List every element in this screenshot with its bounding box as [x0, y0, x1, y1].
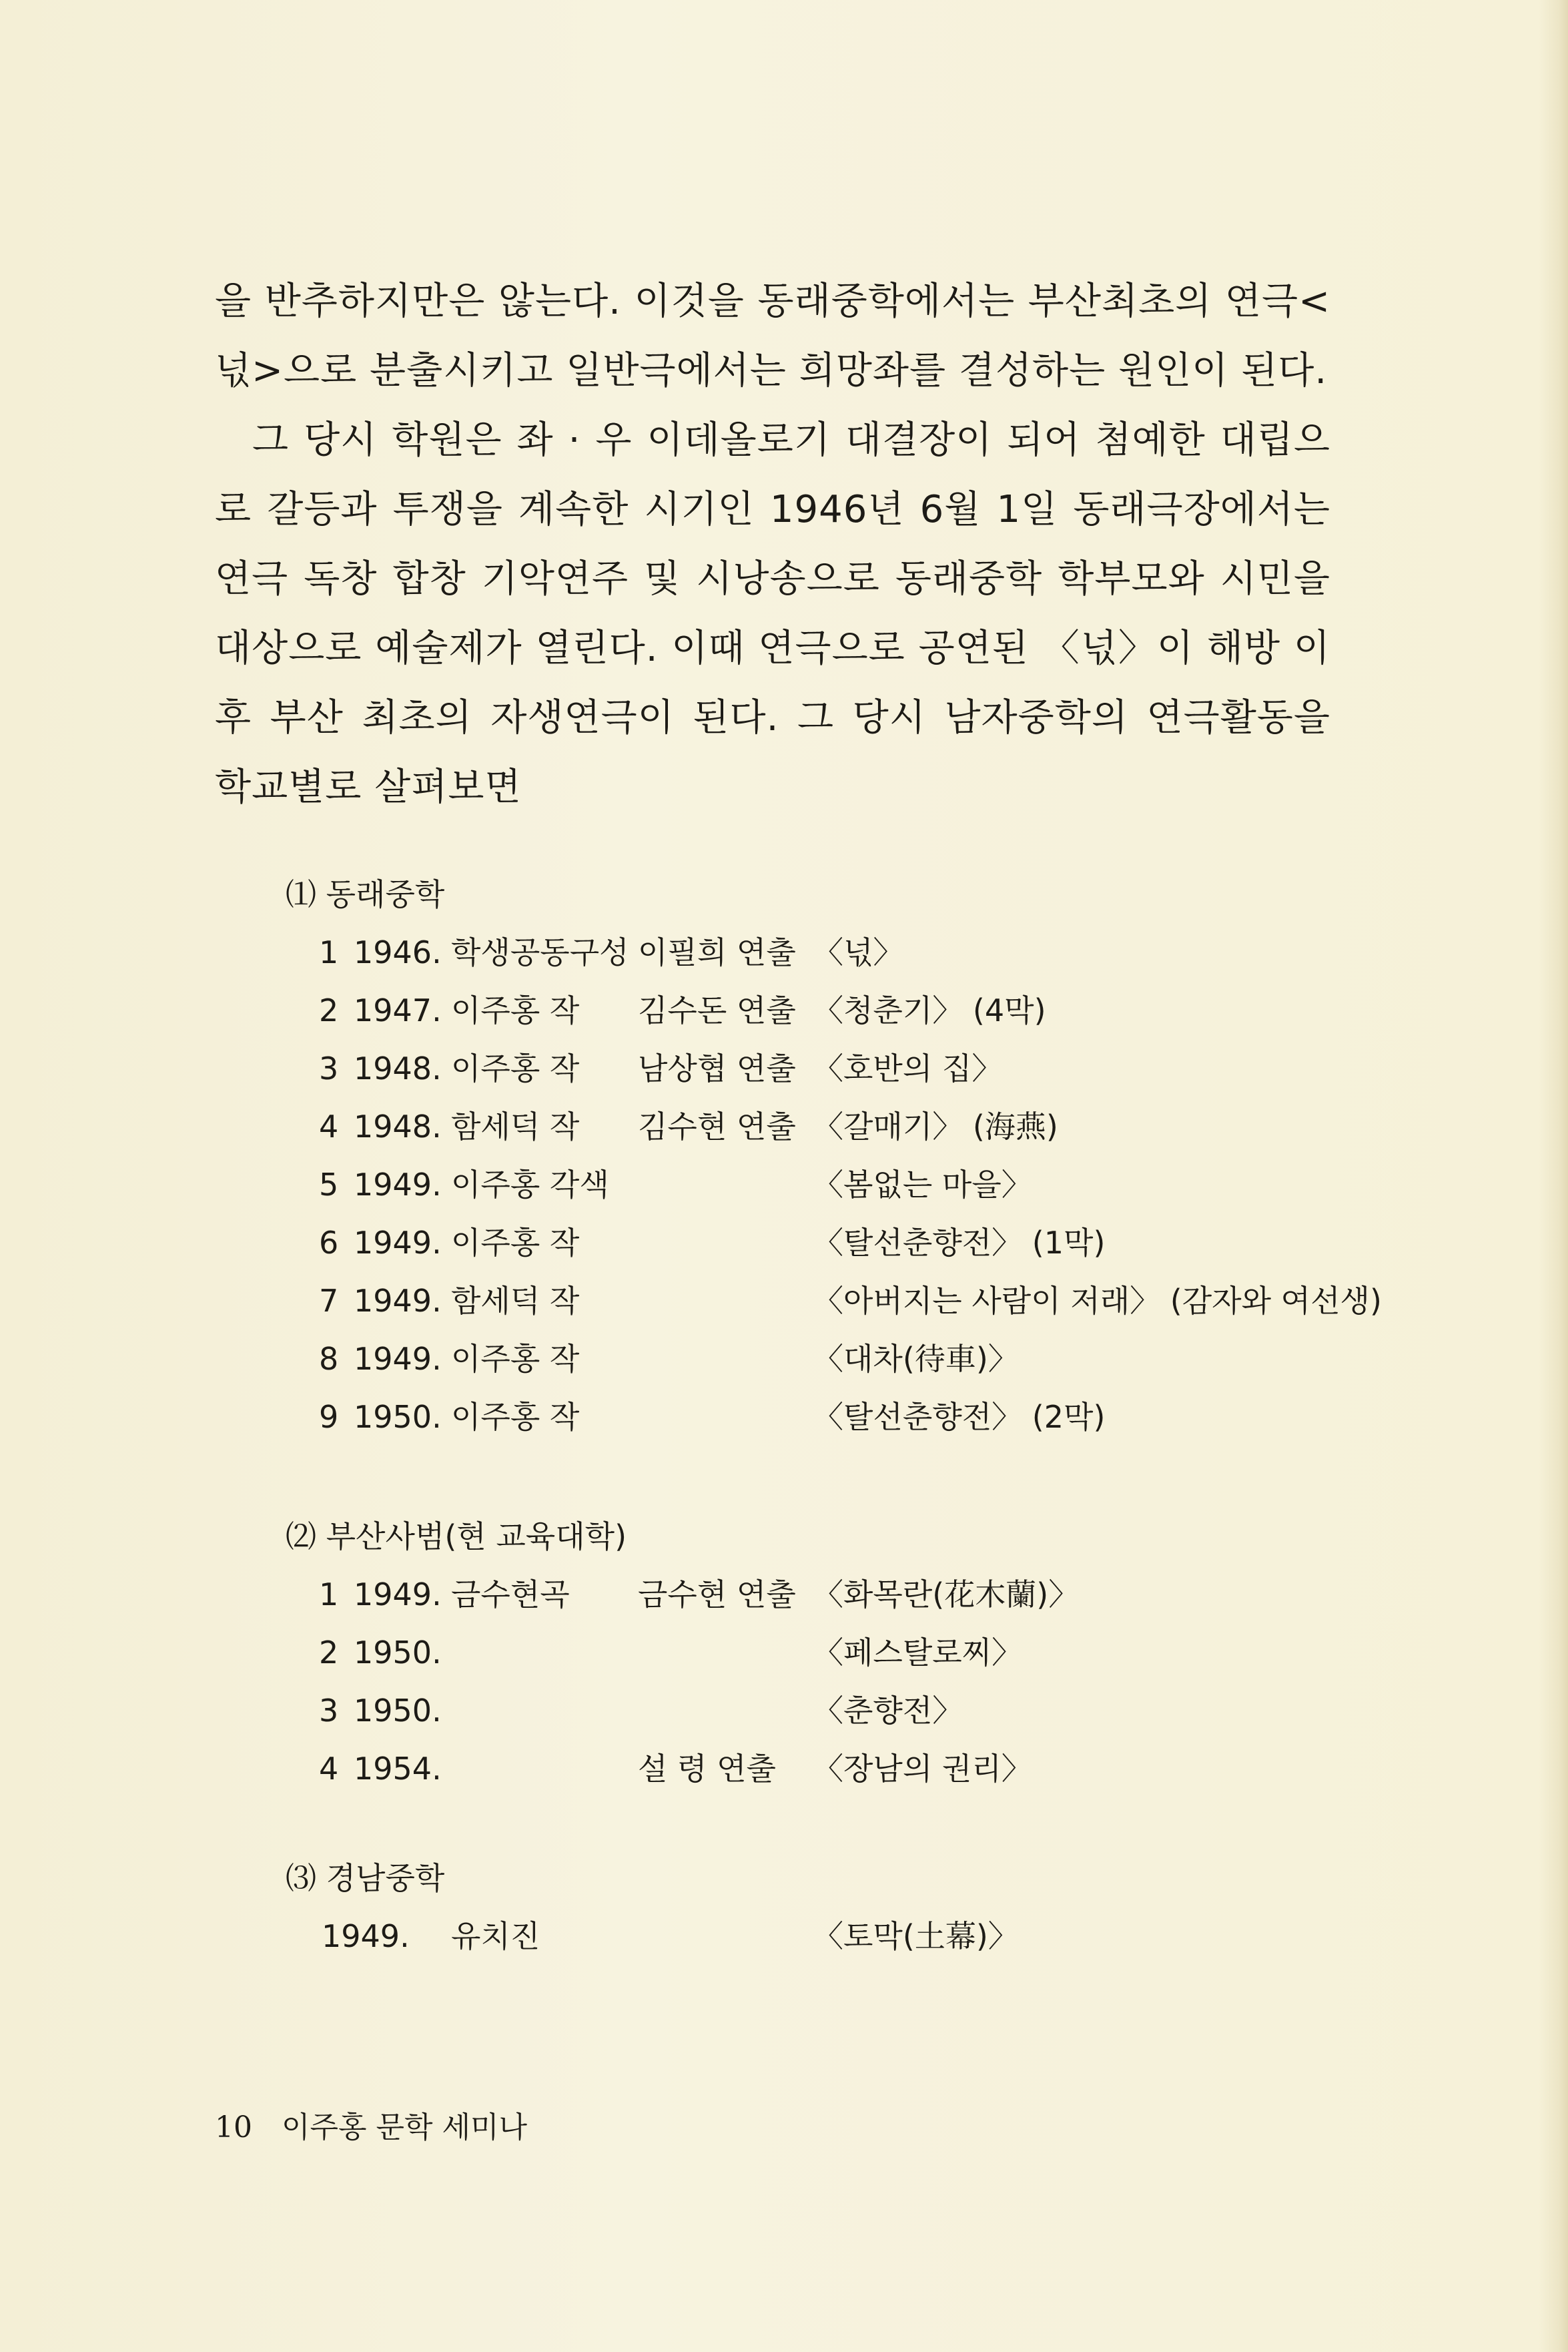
list-item [0, 1339, 1568, 1379]
item-work: 〈탈선춘향전〉 (2막) [813, 1399, 1106, 1435]
list-item [0, 1397, 1568, 1437]
item-director: 설 령 연출 [638, 1751, 776, 1787]
item-year: 1954. [354, 1751, 442, 1787]
list-item [0, 1633, 1568, 1673]
item-number: 4 [319, 1751, 339, 1787]
item-year: 1949. [354, 1283, 442, 1319]
item-number: 2 [319, 992, 339, 1028]
item-director: 김수돈 연출 [638, 992, 796, 1028]
list-item [0, 1049, 1568, 1089]
item-year: 1949. [354, 1341, 442, 1377]
item-work: 〈탈선춘향전〉 (1막) [813, 1225, 1106, 1261]
running-title: 이주홍 문학 세미나 [282, 2110, 528, 2144]
item-author: 이주홍 작 [451, 1051, 580, 1087]
list-item [0, 1916, 1568, 1956]
item-work: 〈장남의 권리〉 [813, 1751, 1032, 1787]
item-author: 이주홍 작 [451, 992, 580, 1028]
item-year: 1948. [354, 1109, 442, 1145]
item-year: 1949. [354, 1167, 442, 1203]
paragraph-2: 그 당시 학원은 좌 · 우 이데올로기 대결장이 되어 첨예한 대립으로 갈등과 투쟁을 계속한 시기인 1946년 6월 1일 동래극장에서는 연극 독창 합창 기악연주 및 시낭송으로 동래중학 학부모와 시민을 대상으로 예술제가 열린다. 이때 연극으로 공연된 〈넋〉이 해방 이후 부산 최초의 자생연극이 된다. 그 당시 남자중학의 연극활동을 학교별로 살펴보면 [215, 418, 1330, 809]
item-number: 5 [319, 1167, 339, 1203]
body-text [215, 267, 1330, 822]
section-title: ⑶ 경남중학 [286, 1860, 445, 1896]
item-author: 함세덕 작 [451, 1109, 580, 1145]
list-item [0, 1223, 1568, 1263]
item-author: 유치진 [451, 1918, 540, 1954]
item-number: 1 [319, 934, 339, 970]
item-number: 9 [319, 1399, 339, 1435]
item-number: 1 [319, 1576, 339, 1612]
item-work: 〈봄없는 마을〉 [813, 1167, 1032, 1203]
item-number: 4 [319, 1109, 339, 1145]
item-number: 8 [319, 1341, 339, 1377]
list-item [0, 1574, 1568, 1614]
item-director: 금수현 연출 [638, 1576, 796, 1612]
list-item [0, 990, 1568, 1031]
list-item [0, 1691, 1568, 1731]
item-work: 〈갈매기〉 (海燕) [813, 1109, 1058, 1145]
item-year: 1949. [354, 1225, 442, 1261]
item-year: 1949. [354, 1576, 442, 1612]
item-year: 1948. [354, 1051, 442, 1087]
item-year: 1950. [354, 1635, 442, 1671]
item-number: 7 [319, 1283, 339, 1319]
item-work: 〈대차(待車)〉 [813, 1341, 1019, 1377]
item-year: 1950. [354, 1693, 442, 1729]
item-year: 1946. [354, 934, 442, 970]
list-item [0, 1281, 1568, 1321]
item-work: 〈화목란(花木蘭)〉 [813, 1576, 1080, 1612]
item-number: 3 [319, 1051, 339, 1087]
item-work: 〈페스탈로찌〉 [813, 1635, 1023, 1671]
item-work: 〈청춘기〉 (4막) [813, 992, 1046, 1028]
item-author: 이주홍 각색 [451, 1167, 609, 1203]
item-director: 김수현 연출 [638, 1109, 796, 1145]
item-work: 〈토막(土幕)〉 [813, 1918, 1019, 1954]
item-director: 남상협 연출 [638, 1051, 796, 1087]
item-work: 〈아버지는 사람이 저래〉 (감자와 여선생) [813, 1283, 1382, 1319]
page-number: 10 [215, 2110, 252, 2144]
item-author: 함세덕 작 [451, 1283, 580, 1319]
item-work: 〈넋〉 [813, 934, 904, 970]
list-item [0, 932, 1568, 972]
section-title: ⑵ 부산사범(현 교육대학) [286, 1518, 627, 1554]
item-year: 1950. [354, 1399, 442, 1435]
paragraph-1: 을 반추하지만은 않는다. 이것을 동래중학에서는 부산최초의 연극<넋>으로 분출시키고 일반극에서는 희망좌를 결성하는 원인이 된다. [215, 280, 1330, 392]
page-footer [215, 2108, 527, 2148]
item-author: 이주홍 작 [451, 1399, 580, 1435]
item-work: 〈춘향전〉 [813, 1693, 963, 1729]
item-number: 2 [319, 1635, 339, 1671]
item-number: 3 [319, 1693, 339, 1729]
item-author: 학생공동구성 [451, 934, 629, 970]
item-author: 이주홍 작 [451, 1341, 580, 1377]
section-title: ⑴ 동래중학 [286, 876, 445, 912]
item-number: 6 [319, 1225, 339, 1261]
item-author: 이주홍 작 [451, 1225, 580, 1261]
list-item [0, 1107, 1568, 1147]
item-work: 〈호반의 집〉 [813, 1051, 1003, 1087]
list-item [0, 1165, 1568, 1205]
item-director: 이필희 연출 [638, 934, 796, 970]
list-item [0, 1749, 1568, 1789]
item-author: 금수현곡 [451, 1576, 570, 1612]
item-year: 1949. [322, 1918, 410, 1954]
item-year: 1947. [354, 992, 442, 1028]
